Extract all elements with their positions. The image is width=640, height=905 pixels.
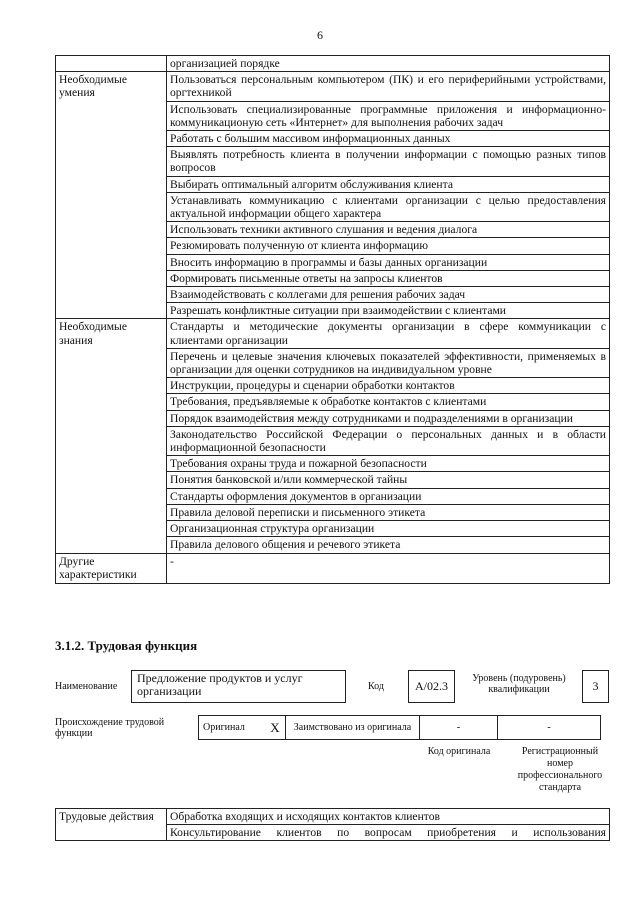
level-value: 3 <box>582 670 609 703</box>
knowledge-item: Организационная структура организации <box>167 521 610 537</box>
code-original-caption: Код оригинала <box>427 746 491 757</box>
reg-number-caption: Регистрационный номер профессионального стандарта <box>517 746 603 793</box>
origin-label: Происхождение трудовой функции <box>55 717 165 739</box>
skill-item: Работать с большим массивом информационных данных <box>167 131 610 147</box>
original-label: Оригинал <box>199 716 266 740</box>
skill-item: Устанавливать коммуникацию с клиентами организации с целью предоставления актуальной информации общего характера <box>167 192 610 221</box>
knowledge-item: Законодательство Российской Федерации о персональных данных и в области информационной безопасности <box>167 426 610 455</box>
code-value: A/02.3 <box>408 670 455 703</box>
skill-item: Резюмировать полученную от клиента информацию <box>167 238 610 254</box>
skill-item: Разрешать конфликтные ситуации при взаимодействии с клиентами <box>167 303 610 319</box>
knowledge-item: Требования охраны труда и пожарной безопасности <box>167 456 610 472</box>
other-value: - <box>167 553 610 583</box>
skill-item: Использовать специализированные программные приложения и информационно-коммуникационую сеть «Интернет» для выполнения рабочих задач <box>167 101 610 130</box>
function-name-box: Предложение продуктов и услуг организации <box>131 670 346 703</box>
knowledge-item: Инструкции, процедуры и сценарии обработки контактов <box>167 378 610 394</box>
knowledge-item: Требования, предъявляемые к обработке контактов с клиентами <box>167 394 610 410</box>
code-label: Код <box>368 681 384 692</box>
skills-label: Необходимые умения <box>56 72 167 319</box>
knowledge-item: Правила деловой переписки и письменного этикета <box>167 504 610 520</box>
original-mark: X <box>265 716 286 740</box>
requirements-table <box>55 55 610 584</box>
actions-label: Трудовые действия <box>56 809 167 841</box>
knowledge-item: Понятия банковской и/или коммерческой тайны <box>167 472 610 488</box>
knowledge-item: Перечень и целевые значения ключевых показателей эффективности, применяемых в организации для оценки сотрудников на индивидуальном уровне <box>167 348 610 377</box>
knowledge-item: Порядок взаимодействия между сотрудниками и подразделениями в организации <box>167 410 610 426</box>
name-label: Наименование <box>55 681 118 692</box>
action-item: Консультирование клиентов по вопросам приобретения и использования <box>167 825 610 841</box>
action-item: Обработка входящих и исходящих контактов клиентов <box>167 809 610 825</box>
skill-item: Выявлять потребность клиента в получении информации с помощью разных типов вопросов <box>167 147 610 176</box>
skill-item: Взаимодействовать с коллегами для решения рабочих задач <box>167 287 610 303</box>
skill-item: Пользоваться персональным компьютером (ПК) и его периферийными устройствами, оргтехникой <box>167 72 610 101</box>
labor-actions-table <box>55 808 610 841</box>
skill-item: Вносить информацию в программы и базы данных организации <box>167 254 610 270</box>
knowledge-label: Необходимые знания <box>56 319 167 553</box>
page-number: 6 <box>317 28 323 42</box>
section-heading: 3.1.2. Трудовая функция <box>55 638 198 653</box>
skill-item: Формировать письменные ответы на запросы клиентов <box>167 270 610 286</box>
origin-table <box>198 715 601 740</box>
table-cell: организацией порядке <box>167 56 610 72</box>
knowledge-item: Стандарты оформления документов в организации <box>167 488 610 504</box>
code-original-value: - <box>420 716 498 740</box>
reg-number-value: - <box>498 716 601 740</box>
knowledge-item: Стандарты и методические документы организации в сфере коммуникации с клиентами организации <box>167 319 610 348</box>
skill-item: Использовать техники активного слушания и ведения диалога <box>167 222 610 238</box>
other-label: Другие характеристики <box>56 553 167 583</box>
knowledge-item: Правила делового общения и речевого этикета <box>167 537 610 553</box>
empty-label-cell <box>56 56 167 72</box>
skill-item: Выбирать оптимальный алгоритм обслуживания клиента <box>167 176 610 192</box>
level-label: Уровень (подуровень) квалификации <box>472 673 566 695</box>
borrowed-label: Заимствовано из оригинала <box>286 716 420 740</box>
